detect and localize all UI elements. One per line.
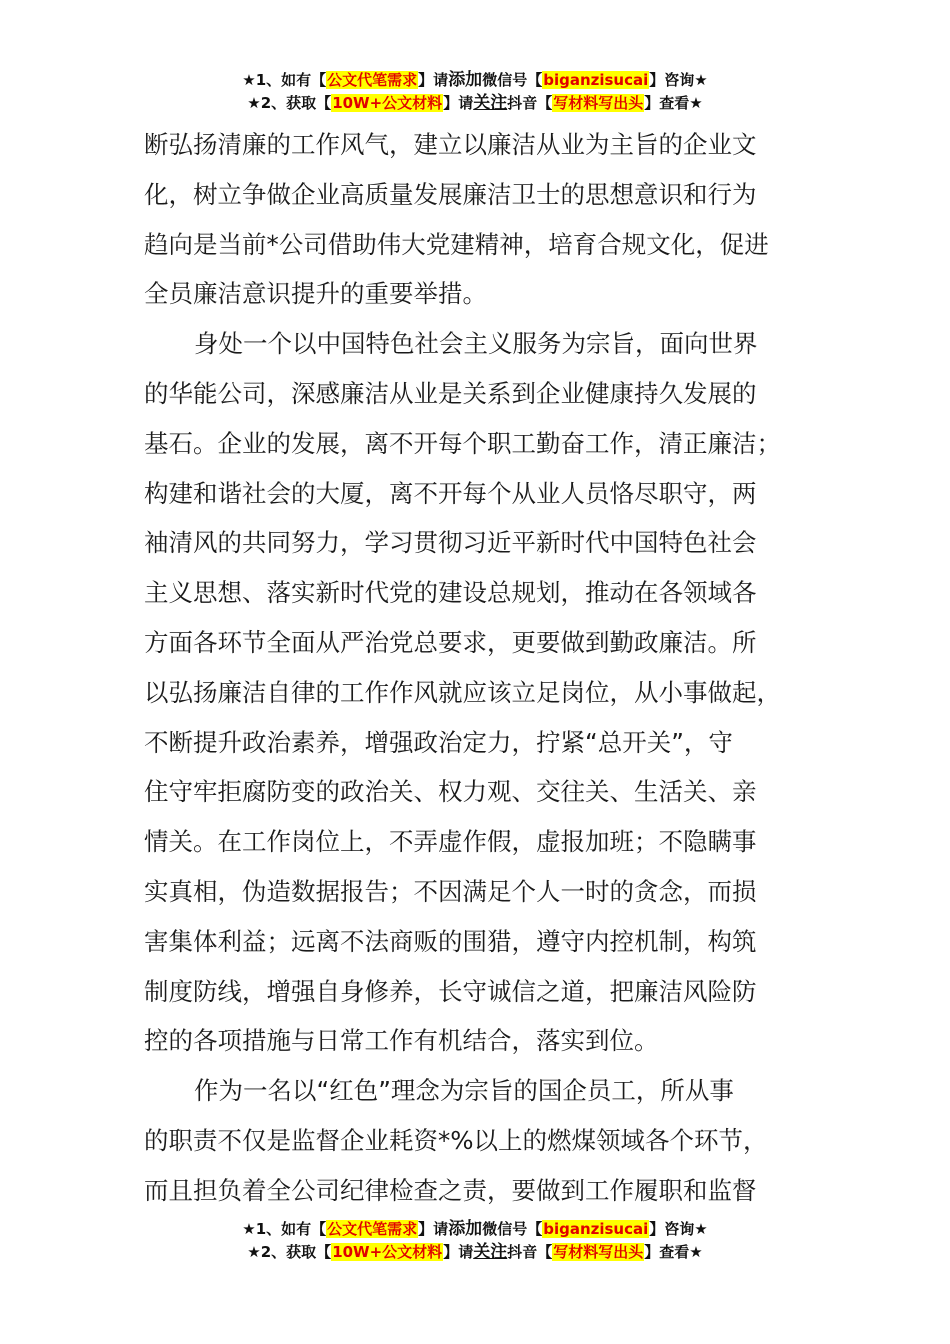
banner-text: 】咨询★: [649, 1220, 708, 1238]
wechat-id-highlight: biganzisucai: [543, 1220, 649, 1238]
banner-text: 】查看★: [644, 94, 703, 112]
banner-text: 】请: [418, 1220, 449, 1238]
highlight-text: 公文代笔需求: [327, 71, 418, 89]
banner-text: 微信号【: [482, 1220, 543, 1238]
text-line: 全员廉洁意识提升的重要举措。: [144, 279, 487, 309]
text-line: 的华能公司，深感廉洁从业是关系到企业健康持久发展的: [144, 378, 757, 408]
text-line: 控的各项措施与日常工作有机结合，落实到位。: [144, 1026, 659, 1056]
text-line: 方面各环节全面从严治党总要求，更要做到勤政廉洁。所: [144, 627, 757, 657]
text-line: 趋向是当前*公司借助伟大党建精神，培育合规文化，促进: [144, 229, 769, 259]
text-line: 袖清风的共同努力，学习贯彻习近平新时代中国特色社会: [144, 528, 757, 558]
banner-line-1: [0, 69, 950, 92]
highlight-text: 10W+公文材料: [332, 94, 443, 112]
document-body: [144, 120, 814, 1216]
emphasis-text: 添加: [448, 70, 483, 90]
emphasis-text: 添加: [448, 1219, 483, 1239]
banner-text: 】请: [418, 71, 449, 89]
emphasis-text: 关注: [473, 93, 508, 113]
text-line: 断弘扬清廉的工作风气，建立以廉洁从业为主旨的企业文: [144, 130, 757, 159]
wechat-id-highlight: biganzisucai: [543, 71, 649, 89]
header-banner: [0, 69, 950, 115]
text-line: 构建和谐社会的大厦，离不开每个从业人员恪尽职守，两: [144, 478, 757, 508]
text-line: 不断提升政治素养，增强政治定力，拧紧“总开关”，守: [144, 727, 733, 757]
text-line: 主义思想、落实新时代党的建设总规划，推动在各领域各: [144, 578, 757, 608]
banner-text: 抖音【: [507, 1243, 553, 1261]
highlight-text: 公文代笔需求: [327, 1220, 418, 1238]
paragraph-start-line: 作为一名以“红色”理念为宗旨的国企员工，所从事: [194, 1076, 734, 1106]
douyin-id-highlight: 写材料写出头: [553, 94, 644, 112]
banner-text: ★2、获取【: [247, 1243, 332, 1261]
banner-text: 】查看★: [644, 1243, 703, 1261]
text-line: 以弘扬廉洁自律的工作作风就应该立足岗位，从小事做起，: [144, 677, 781, 707]
paragraph-start-line: 身处一个以中国特色社会主义服务为宗旨，面向世界: [194, 329, 758, 359]
banner-text: 】请: [443, 94, 474, 112]
banner-text: 】咨询★: [649, 71, 708, 89]
text-line: 基石。企业的发展，离不开每个职工勤奋工作，清正廉洁；: [144, 428, 781, 458]
emphasis-text: 关注: [473, 1242, 508, 1262]
text-line: 的职责不仅是监督企业耗资*%以上的燃煤领域各个环节，: [144, 1125, 768, 1155]
banner-text: ★1、如有【: [242, 1220, 327, 1238]
highlight-text: 10W+公文材料: [332, 1243, 443, 1261]
douyin-id-highlight: 写材料写出头: [553, 1243, 644, 1261]
text-line: 实真相，伪造数据报告；不因满足个人一时的贪念，而损: [144, 876, 757, 906]
banner-line-1: [0, 1218, 950, 1241]
banner-text: ★2、获取【: [247, 94, 332, 112]
banner-line-2: [0, 92, 950, 115]
banner-text: 微信号【: [482, 71, 543, 89]
banner-text: 抖音【: [507, 94, 553, 112]
text-line: 化，树立争做企业高质量发展廉洁卫士的思想意识和行为: [144, 179, 757, 209]
footer-banner: [0, 1218, 950, 1264]
banner-text: ★1、如有【: [242, 71, 327, 89]
text-line: 情关。在工作岗位上，不弄虚作假，虚报加班；不隐瞒事: [144, 827, 757, 857]
banner-text: 】请: [443, 1243, 474, 1261]
text-line: 制度防线，增强自身修养，长守诚信之道，把廉洁风险防: [144, 976, 757, 1006]
text-line: 住守牢拒腐防变的政治关、权力观、交往关、生活关、亲: [144, 777, 757, 807]
text-line: 害集体利益；远离不法商贩的围猎，遵守内控机制，构筑: [144, 926, 757, 956]
text-line: 而且担负着全公司纪律检查之责，要做到工作履职和监督: [144, 1175, 757, 1205]
banner-line-2: [0, 1241, 950, 1264]
